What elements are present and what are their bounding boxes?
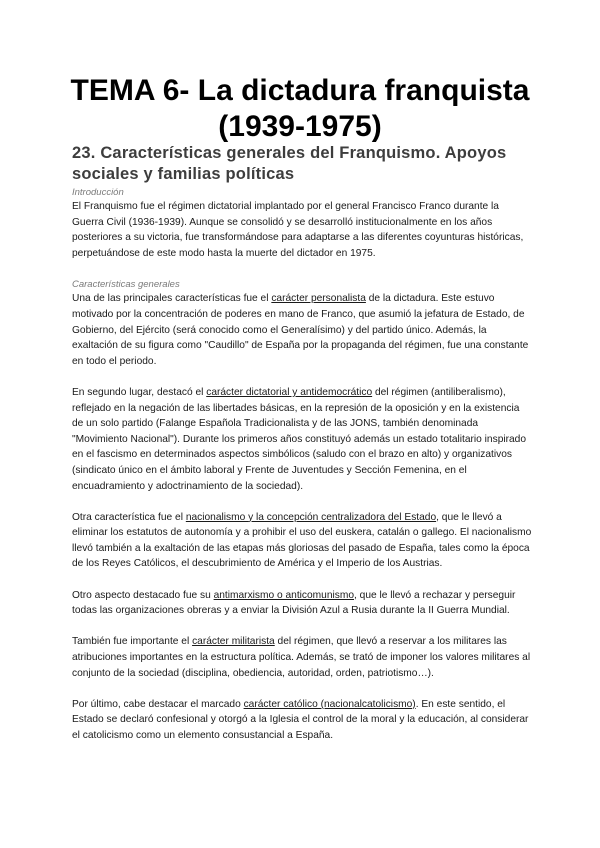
paragraph-militarista bbox=[72, 634, 532, 681]
highlight-term: carácter dictatorial y antidemocrático bbox=[206, 386, 373, 398]
spacer bbox=[72, 494, 532, 510]
spacer bbox=[72, 261, 532, 278]
spacer bbox=[72, 369, 532, 385]
paragraph-text: Otra característica fue el bbox=[72, 511, 186, 523]
paragraph-text: Otro aspecto destacado fue su bbox=[72, 589, 214, 601]
spacer bbox=[72, 619, 532, 635]
paragraph-text: , que le llevó a eliminar los estatutos de autonomía y a prohibir el uso del euskera, catalán o gallego. El nacionalismo llevó también a la exaltación de las etapas más gloriosas del pasado de España, tales como la época de los Reyes Católicos, el descubrimiento de América y el Imperio de los Austrias. bbox=[72, 511, 532, 570]
paragraph-antimarxismo bbox=[72, 588, 532, 619]
spacer bbox=[72, 681, 532, 697]
paragraph-text: del régimen (antiliberalismo), reflejado en la negación de las libertades básicas, en la represión de la oposición y en la existencia de un solo partido (Falange Española Tradicionalista y de las JONS, también denominada "Movimiento Nacional"). Durante los primeros años constituyó además un estado totalitario inspirado en el fascismo en determinados aspectos simbólicos (saludo con el brazo en alto) y organizativos (sindicato único en el ámbito laboral y Frente de Juventudes y Sección Femenina, en el encuadramiento y adoctrinamiento de la sociedad). bbox=[72, 386, 527, 492]
section-label-introduccion: Introducción bbox=[72, 187, 124, 198]
paragraph-nacionalismo bbox=[72, 510, 532, 572]
paragraph-text: Por último, cabe destacar el marcado bbox=[72, 698, 244, 710]
paragraph-introduccion bbox=[72, 199, 532, 261]
paragraph-personalista bbox=[72, 291, 532, 369]
page-title: TEMA 6- La dictadura franquista (1939-1975) bbox=[70, 74, 530, 143]
highlight-term: carácter católico (nacionalcatolicismo) bbox=[243, 698, 416, 710]
paragraph-catolico bbox=[72, 697, 532, 744]
paragraph-text: del régimen, que llevó a reservar a los militares las atribuciones importantes en la estructura política. Además, se trató de imponer los valores militares al conjunto de la sociedad (disciplina, obediencia, autoridad, orden, patriotismo…). bbox=[72, 636, 531, 679]
section-subtitle: 23. Características generales del Franquismo. Apoyos sociales y familias políticas bbox=[72, 144, 507, 183]
paragraph-text: . En este sentido, el Estado se declaró confesional y otorgó a la Iglesia el control de la moral y la educación, al considerar el catolicismo como un elemento consustancial a España. bbox=[72, 698, 529, 741]
paragraph-text: Una de las principales características fue el bbox=[72, 293, 272, 305]
highlight-term: nacionalismo y la concepción centralizadora del Estado bbox=[185, 511, 437, 523]
paragraph-text: También fue importante el bbox=[72, 636, 193, 648]
highlight-term: carácter militarista bbox=[192, 636, 275, 648]
paragraph-text: El Franquismo fue el régimen dictatorial implantado por el general Francisco Franco durante la Guerra Civil (1936-1939). Aunque se consolidó y se desarrolló institucionalmente en los años posteriores a su victoria, fue transformándose para adaptarse a las diferentes coyunturas históricas, perpetuándose de este modo hasta la muerte del dictador en 1975. bbox=[72, 201, 524, 259]
paragraph-text: de la dictadura. Este estuvo motivado por la concentración de poderes en mano de Franco, que asumió la jefatura de Estado, de Gobierno, del Ejército (será conocido como el Generalísimo) y del partido único. Además, la exaltación de su figura como "Caudillo" de España por la propaganda del régimen, fue una constante en todo el periodo. bbox=[72, 293, 529, 367]
highlight-term: carácter personalista bbox=[271, 293, 366, 305]
spacer bbox=[72, 572, 532, 588]
paragraph-text: , que le llevó a rechazar y perseguir todas las organizaciones obreras y a enviar la División Azul a Rusia durante la II Guerra Mundial. bbox=[72, 589, 516, 617]
section-label-caracteristicas: Características generales bbox=[72, 279, 180, 291]
paragraph-text: En segundo lugar, destacó el bbox=[72, 386, 207, 398]
highlight-term: antimarxismo o anticomunismo bbox=[213, 589, 355, 601]
paragraph-dictatorial bbox=[72, 385, 532, 494]
document-body bbox=[72, 186, 532, 744]
